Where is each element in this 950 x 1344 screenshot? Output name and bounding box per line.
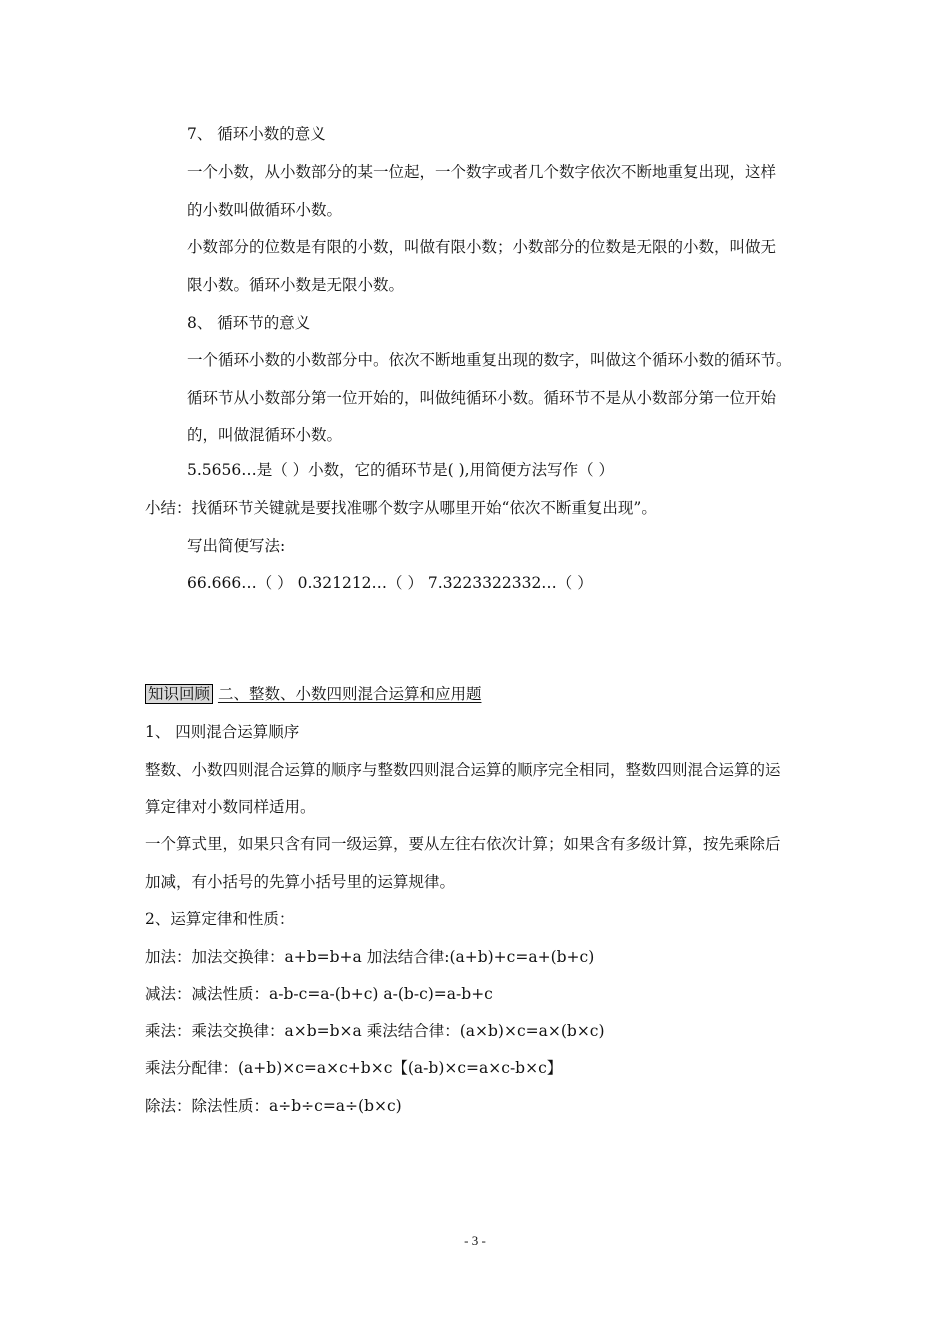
paragraph-line: 一个小数，从小数部分的某一位起，一个数字或者几个数字依次不断地重复出现，这样 [187, 163, 777, 181]
heading-7: 7、 循环小数的意义 [187, 125, 326, 143]
paragraph-line: 加减，有小括号的先算小括号里的运算规律。 [145, 873, 456, 891]
paragraph-line: 的小数叫做循环小数。 [187, 201, 343, 219]
page-number: - 3 - [464, 1233, 486, 1248]
knowledge-review-badge: 知识回顾 [145, 684, 213, 704]
paragraph-line: 整数、小数四则混合运算的顺序与整数四则混合运算的顺序完全相同，整数四则混合运算的运 [145, 761, 781, 779]
paragraph-line: 一个算式里，如果只含有同一级运算，要从左往右依次计算；如果含有多级计算，按先乘除后 [145, 835, 781, 853]
heading-1: 1、 四则混合运算顺序 [145, 723, 300, 741]
paragraph-line: 循环节从小数部分第一位开始的，叫做纯循环小数。循环节不是从小数部分第一位开始 [187, 389, 777, 407]
paragraph-line: 的，叫做混循环小数。 [187, 426, 343, 444]
heading-8: 8、 循环节的意义 [187, 314, 311, 332]
summary-line: 小结：找循环节关键就是要找准哪个数字从哪里开始“依次不断重复出现”。 [145, 499, 657, 517]
rule-subtraction: 减法：减法性质：a-b-c=a-(b+c) a-(b-c)=a-b+c [145, 985, 493, 1003]
rule-multiplication: 乘法：乘法交换律：a×b=b×a 乘法结合律：(a×b)×c=a×(b×c) [145, 1022, 605, 1040]
paragraph-line: 算定律对小数同样适用。 [145, 798, 316, 816]
rule-distribution: 乘法分配律：(a+b)×c=a×c+b×c【(a-b)×c=a×c-b×c】 [145, 1059, 563, 1077]
paragraph-line: 限小数。循环小数是无限小数。 [187, 276, 405, 294]
exercise-line: 5.5656…是（ ）小数，它的循环节是( ),用简便方法写作（ ） [187, 461, 615, 479]
paragraph-line: 一个循环小数的小数部分中。依次不断地重复出现的数字，叫做这个循环小数的循环节。 [187, 351, 792, 369]
section-heading [145, 684, 481, 704]
paragraph-line: 小数部分的位数是有限的小数，叫做有限小数；小数部分的位数是无限的小数，叫做无 [187, 238, 777, 256]
section-title: 二、整数、小数四则混合运算和应用题 [217, 685, 482, 703]
exercise-line: 66.666…（ ） 0.321212…（ ） 7.3223322332…（ ） [187, 574, 593, 592]
rule-addition: 加法：加法交换律：a+b=b+a 加法结合律:(a+b)+c=a+(b+c) [145, 948, 595, 966]
rule-division: 除法：除法性质：a÷b÷c=a÷(b×c) [145, 1097, 402, 1115]
exercise-prompt: 写出简便写法: [187, 537, 286, 555]
heading-2: 2、运算定律和性质： [145, 910, 295, 928]
